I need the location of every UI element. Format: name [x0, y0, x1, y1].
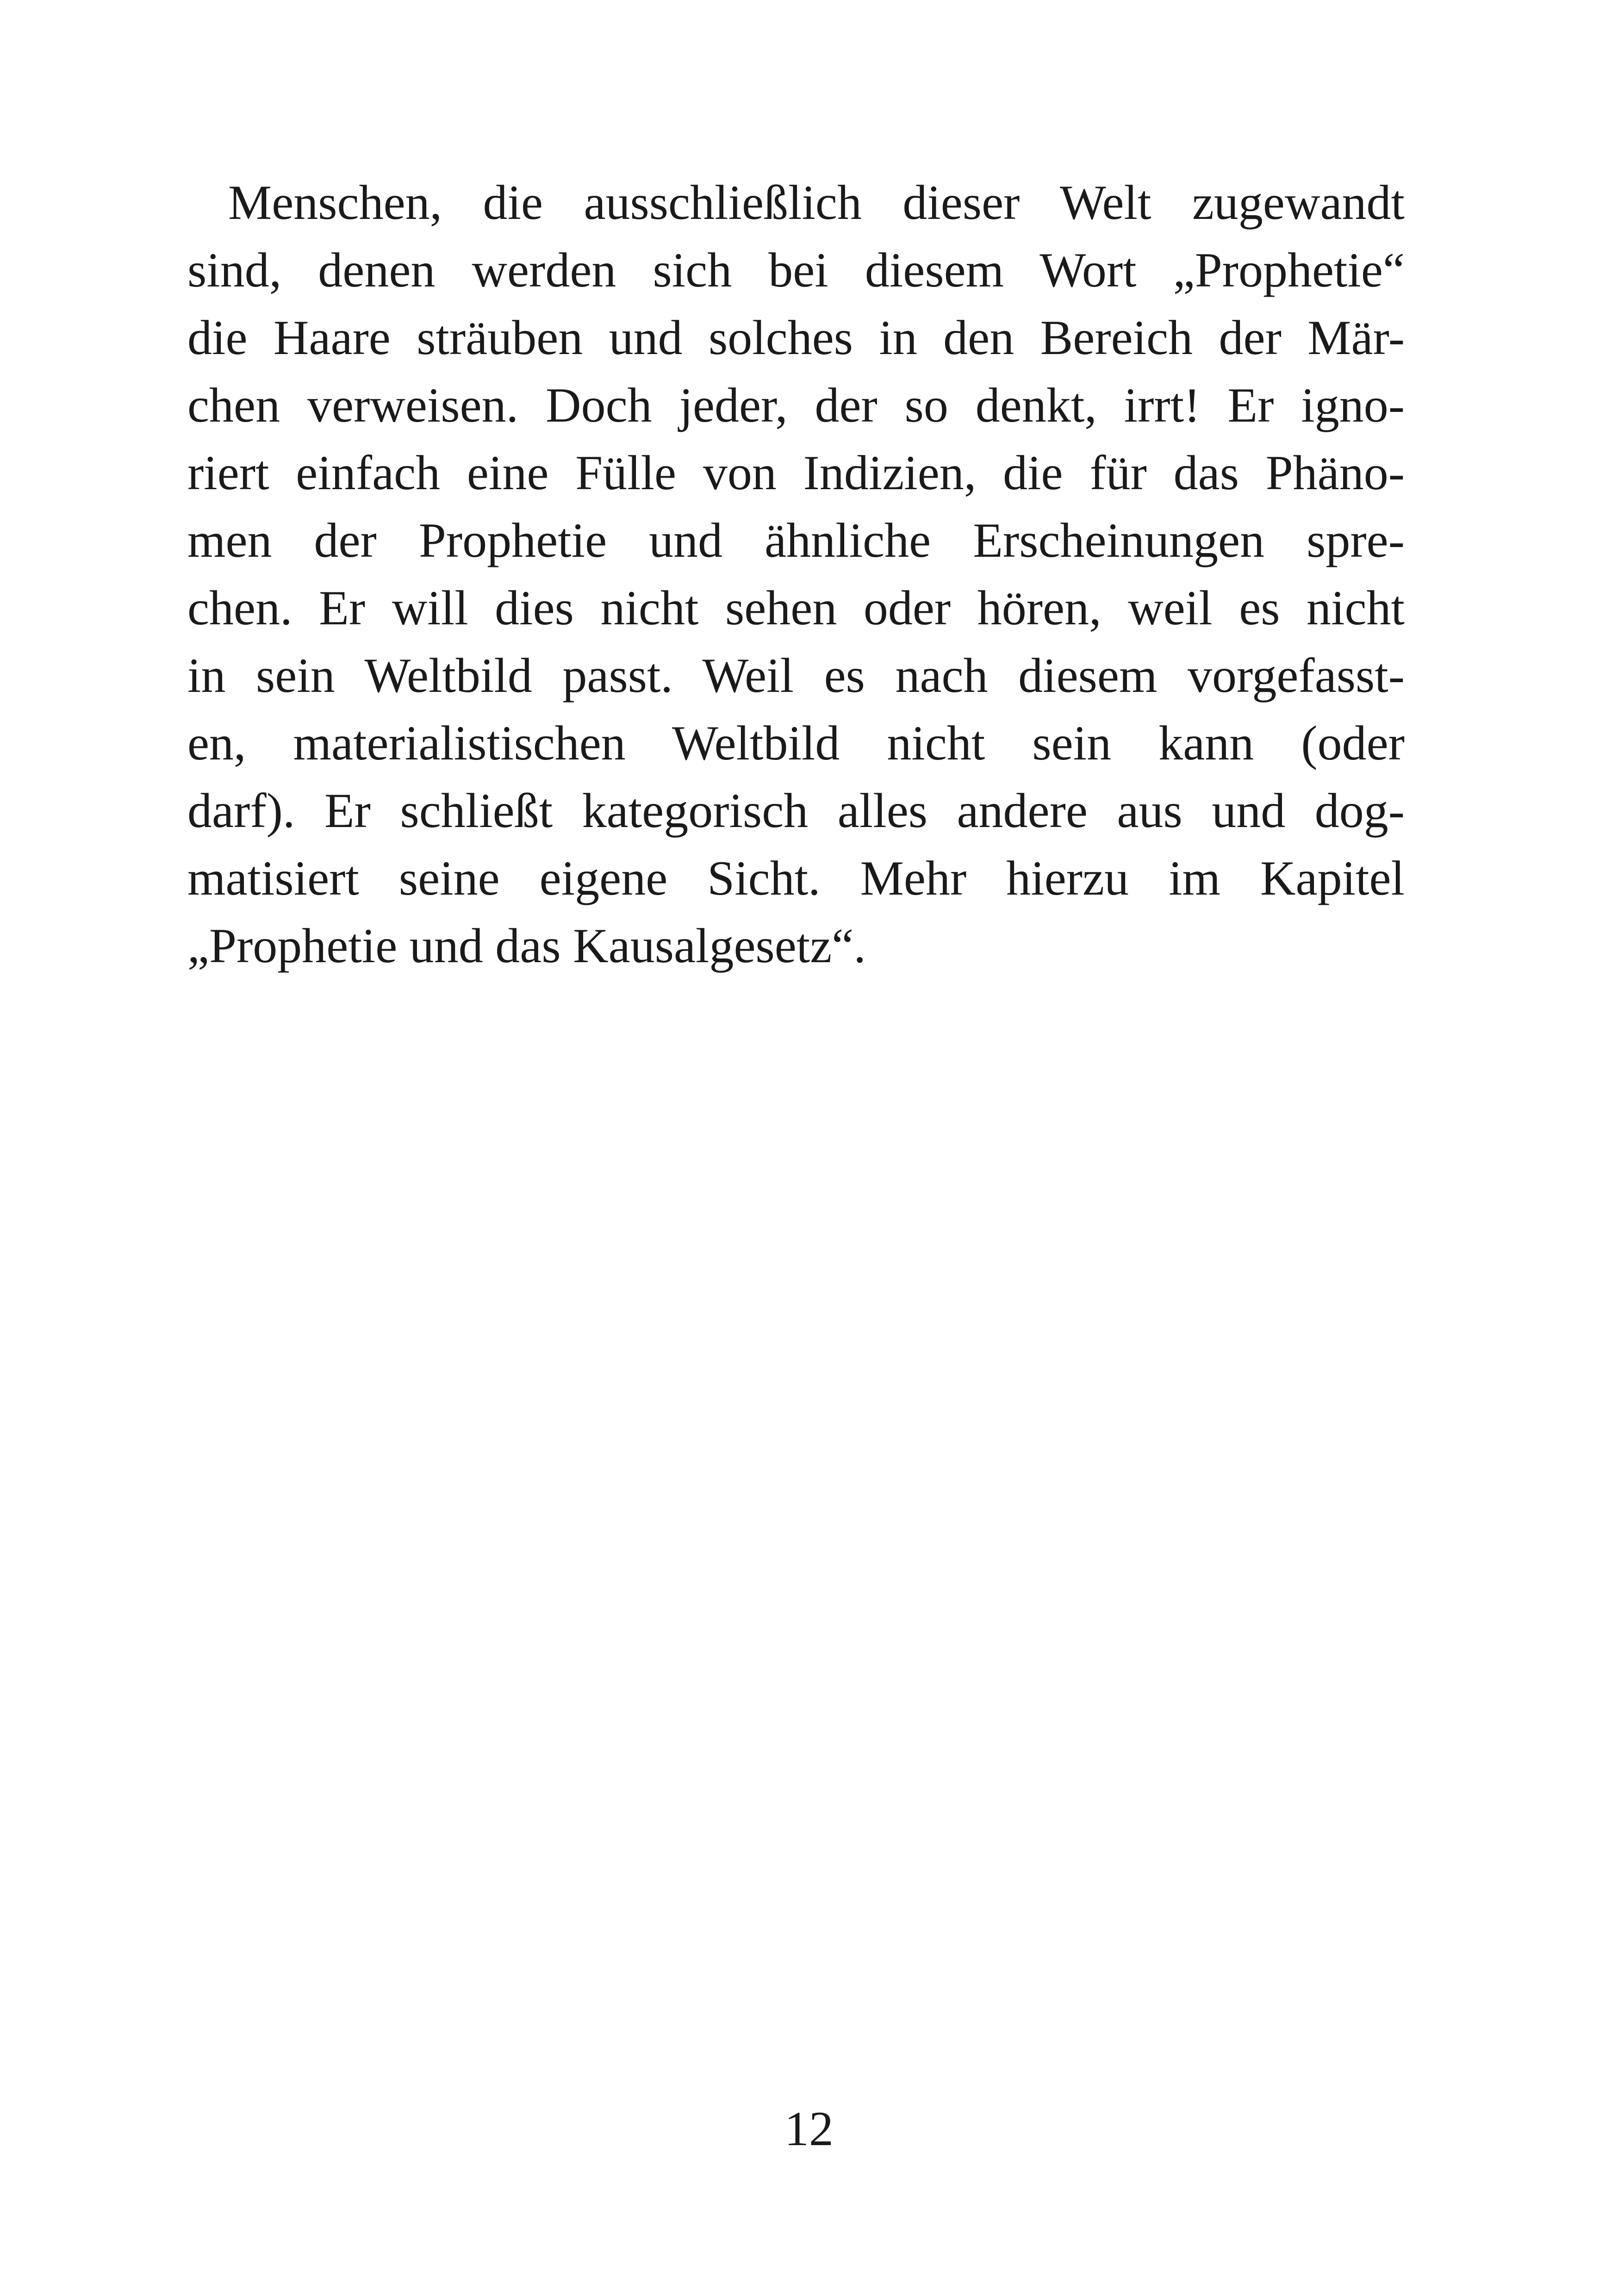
paragraph-line-1: Menschen, die ausschließlich dieser Welt zugewandt — [228, 175, 1405, 230]
paragraph-line-6: men der Prophetie und ähnliche Erscheinungen spre- — [187, 513, 1405, 567]
paragraph-line-5: riert einfach eine Fülle von Indizien, die für das Phäno- — [187, 446, 1405, 500]
paragraph-line-7: chen. Er will dies nicht sehen oder hören, weil es nicht — [187, 581, 1405, 635]
page-number: 12 — [784, 2102, 834, 2156]
paragraph-line-3: die Haare sträuben und solches in den Bereich der Mär- — [187, 311, 1405, 365]
paragraph-line-8: in sein Weltbild passt. Weil es nach diesem vorgefasst- — [187, 648, 1405, 703]
paragraph-line-2: sind, denen werden sich bei diesem Wort „Prophetie“ — [187, 243, 1405, 297]
paragraph-line-10: darf). Er schließt kategorisch alles andere aus und dog- — [187, 784, 1405, 838]
paragraph-line-12: „Prophetie und das Kausalgesetz“. — [187, 919, 866, 973]
paragraph-line-4: chen verweisen. Doch jeder, der so denkt, irrt! Er igno- — [187, 378, 1405, 432]
paragraph-line-9: en, materialistischen Weltbild nicht sein kann (oder — [187, 716, 1405, 770]
body-paragraph — [187, 169, 1405, 980]
paragraph-line-11: matisiert seine eigene Sicht. Mehr hierzu im Kapitel — [187, 851, 1405, 905]
